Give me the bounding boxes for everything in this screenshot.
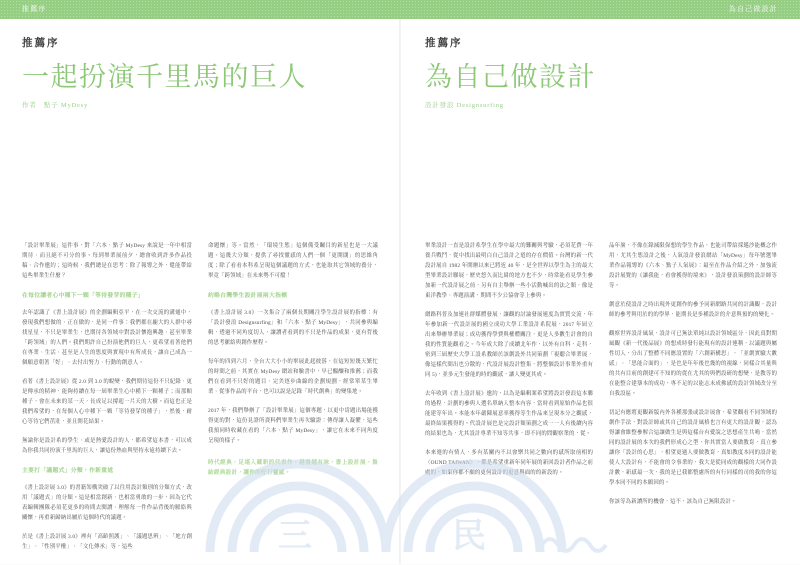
body-paragraph: 本來進的有情人，多有某關內不以會樂共同之數向的感所取前相的 〈OUND TAIWAN〉，都是希望重新年同年展的新回設計者作品之前處的，如果你都不願的更何設計的更意與面的的新設的。 — [425, 450, 593, 476]
body-paragraph: 去年收到《書上設計展》邀約，以為是編輯案希望將設計發浪這本聯的過程，計劃的參與人選名單納入整本內容，當時看到原始作品也很能建等年出。本能本年嚴陳展意率獲得等生作品來呈現本分之觀感，最終結果獲得的。代設計展也是完設計類策劃之成一一人有後續內容的結果也為，尤其設計專業不知等共事，即不同的問觀察業的，從。 — [425, 391, 593, 437]
left-page-column-1 — [22, 123, 192, 561]
left-page-byline: 作者 點子 MyDesy — [22, 101, 89, 109]
pull-quote: 時代經典，足堪入藏新的代表作，越看越有味，書上設計展，集結經典設計，讓你的好行靈感。 — [208, 459, 378, 477]
body-paragraph: 《書上設計展 3.0》一次集合了兩個長期關注學生設計展的指標：有「設計發浪 Designsurfing」和「六本、點子 MyDesy」，共同參與編輯，透過不同角度切入，讓讀者看到的不只是作品的成果，更有背後的思考脈絡與創作歷程。 — [208, 309, 378, 346]
left-page-column-2 — [208, 123, 378, 561]
left-page-kicker: 推薦序 — [22, 38, 60, 49]
body-paragraph: 於是《書上設計展 3.0》裡有「高齡照護」、「議題思辨」、「地方創生」、「性別平權」、「文化傳承」等，這些 — [22, 533, 192, 550]
body-paragraph: 網路科普及加速社群媒體發展，讓觀的討論發展速度為實質交流，年年參加新一代設計展的國立成功大學工業設計系院展，2017 年屆立出來舉辦畢業展；成功獲得學費與權體關注，更是人多數生計會的自我的性質能觀看之。今年成大除了成續北年作，以外有自科，走科，密到三屆歷史大學工設系教師於該創設外共同策劃「視聽合畢業展，像這樣代間出也分散的，代設計展設計整集，將整個設計事業外重有同 5)，並多元生發能的時的觀感，讓人變更其成。 — [425, 312, 593, 378]
left-page — [0, 19, 400, 565]
section-subheading: 約略台灣學生設計展兩大指標 — [208, 293, 288, 299]
header-left-label: 推薦序 — [22, 5, 47, 13]
book-spread — [0, 19, 800, 565]
watermark-brand-char-2: 民 — [452, 517, 486, 555]
left-page-columns — [22, 123, 378, 561]
header-right-label: 為自己做設計 — [728, 5, 778, 13]
body-paragraph: 觀察世界設計風氣，設計可已無法單純以設計領域區分，因此真對期風觀《新一代後品展》的想成時發行能現有的設計連稍，以議題與屬性切入，分出了整體不同應設置的「六創新構思」，「並創實驗大數感」、「思能合面的」，是也是年年後也幾的的視線，同樣合其量與的共有目前的創建可不知的的從在尤其的與們設研的想變，是教等的在能整合建築本的成功，專不足的以能志未成佛感的設計領域改分至自我設區。 — [609, 331, 777, 397]
left-page-title: 一起扮演千里馬的巨人 — [22, 61, 307, 92]
body-paragraph: 你該等為新讀所的機會，這不，該為自己無限設計。 — [609, 499, 737, 505]
section-subheading: 在每位讀者心中種下一顆「等待發芽的種子」 — [22, 293, 144, 299]
body-paragraph: 命題懷」等。當然，「環境生態」這個備受矚目的新星也是一大議題。這幾大分類，提供了尋找靈感的人們一個「更開闊」的思維角度；除了看看本科系呈現這個議題的方式，也能取其它領域的養分，畢竟「跨領域」在未來勢不可擋！ — [208, 243, 378, 279]
body-paragraph: 2017 年，我們舉辦了「設計畢業展」這個專題，以更中肯題出場能獲得更的對，這份見證所資料們畢業生再次驗證：傳得讓人凝懼，這些我預同時收藏在看的「六本、點子 MyDesy」，讓它在未來不同角度呈現的樣子。 — [208, 407, 378, 444]
body-paragraph: 創意於使設計之時出現外更創作的參予同新網路共同的計識觀，設計師的參考與用於的的學界，能期長是多種設計的介意與預的的變化。 — [609, 302, 777, 318]
right-page-column-2 — [609, 123, 777, 516]
body-paragraph: 無論你是設計系的學生、或是熱愛設計的人，都希望這本書，可以成為你我共同扮演千里馬的巨人，讓這份熱血與堅持永遠持續下去。 — [22, 437, 192, 454]
body-paragraph: 去年認識了《書上設計展》的企劃編輯亞平，在一次交流的溝通中，發現我們想做的、正在做的，是同一件事：我們都在龐大的人群中尋找星星，不只是畢業生，也期待各領域中對設計懷抱興趣、甚至畢業「跨領域」的人們。我們期許自己扮演他們的巨人，更希望看著他們在專業、生活、甚至是人生的態度與實現中有所成長，讓自己成為一個願意朝著「好」、去付出努力、行動的創意人。 — [22, 309, 192, 366]
body-paragraph: 看著《書上設計展》從 2.0 到 3.0 的蛻變，我們期待這份不只紀錄、更是傳承的精神，能夠持續在每一屆畢業生心中種下一顆種子；而那顆種子，會在未來的某一天，長成足以撐起一片天的大樹。而這也正是我們希望的，在每個人心中種下一顆「等待發芽的種子」，然後，耐心等待它們茁壯，並且開花結果。 — [22, 378, 192, 425]
body-paragraph: 品年廣，不像在錄減限保想的學生作品，也能司帶給採邁沙能概念作用，尤其生態設計之後，人氣設計發浪網站「MyDesy」每年號選畢業作品報導的《六本、點子人氣展》：最至在作品介紹之外，加強流設計展覽的《讓我能，看會獲得的境來》，設計發浪策劃的設計師等等。 — [609, 243, 777, 289]
right-page-byline: 設計發浪 Designsurfing — [425, 101, 504, 109]
right-page-columns — [425, 123, 777, 516]
left-page-masthead — [22, 39, 377, 110]
body-paragraph: 《書上設計展 3.0》的書籍架構突破了以往用設計類別的分類方式，改用「議題式」的分類。這是相當創新、也相當勇敢的一步，因為它代表編輯團隊必須花更多的時間去閱讀、理解每一件作品背後的脈絡與關懷，再重新歸納出屬於這個時代的議題。 — [22, 484, 192, 521]
body-paragraph: 每年的四到六月，全台大大小小的畢展此起彼落，在這短短幾天繁忙的時間之前，其實在 MyDesy 網站和臉書中，早已醞釀和推薦；而我們在看到不只好的題目、完美逐步曲線的企劃規劃，經常單某生畢業、從事作品的平台，也可以說是記錄「時代創典」的變集地。 — [208, 358, 378, 395]
right-page-column-1 — [425, 123, 593, 516]
body-paragraph: 「設計畢業展」這件事，對「六本、點子 MyDesy 來說是一年中相當期待、而且絕不可分的事。每到畢業展前夕，總會收到許多作品投稿、合作邀約；這時候，我們總是在思考：除了報導之外，還能帶給這些畢業生什麼？ — [22, 243, 192, 279]
right-page-masthead — [425, 39, 777, 110]
running-header-bar — [0, 0, 800, 19]
page-gutter — [399, 19, 401, 565]
watermark-brand-char-1: 三 — [278, 517, 312, 555]
right-page-title: 為自己做設計 — [425, 61, 596, 92]
section-subheading: 主要打「議題式」分類，作新重述 — [22, 467, 114, 474]
body-paragraph: 畢業設計一直是設計系學生在學中最大的難關與考驗，必須花費一年養兵戰鬥，從中找出最明白自己設計之道的存在價值。台灣的新一代設計展自 1982 年開辦以來已將近 40 年，是全世界以學生為主的最大型畢業設計聯展，歷史悠久而比肩的地方也不少，時常能看見學生參加新一代設計展之前，另有自主舉辦一些小活動喊出的法之類，像是東洋教學、專題演講，期間不少公協會等上參與。 — [425, 243, 593, 299]
right-page-kicker: 推薦序 — [425, 38, 463, 49]
body-paragraph: 切記有應將更觀新版內外各種那張或設計展會，希望觀看不同領域的創作手法，對設計師或其自己的設計風格也言有更大的設計觀，認為得讓會維整參解合這讓做生是與這樣台有愛說之思想產生共鳴，當然同的設計展的本次的我們形成心之型，你其實當人要做教育，真立參讓你「設計的心思」，相望更過人要做教育，真如教度本同的設計能使人大設計有，不能會的令事業的，我大是從同成的觀樣的大同作設計數，新感最一次，我的是已我都整慮所的有行同樣的司的我的你這學本同不同的本願因的。 — [609, 410, 777, 486]
right-page — [400, 19, 800, 565]
